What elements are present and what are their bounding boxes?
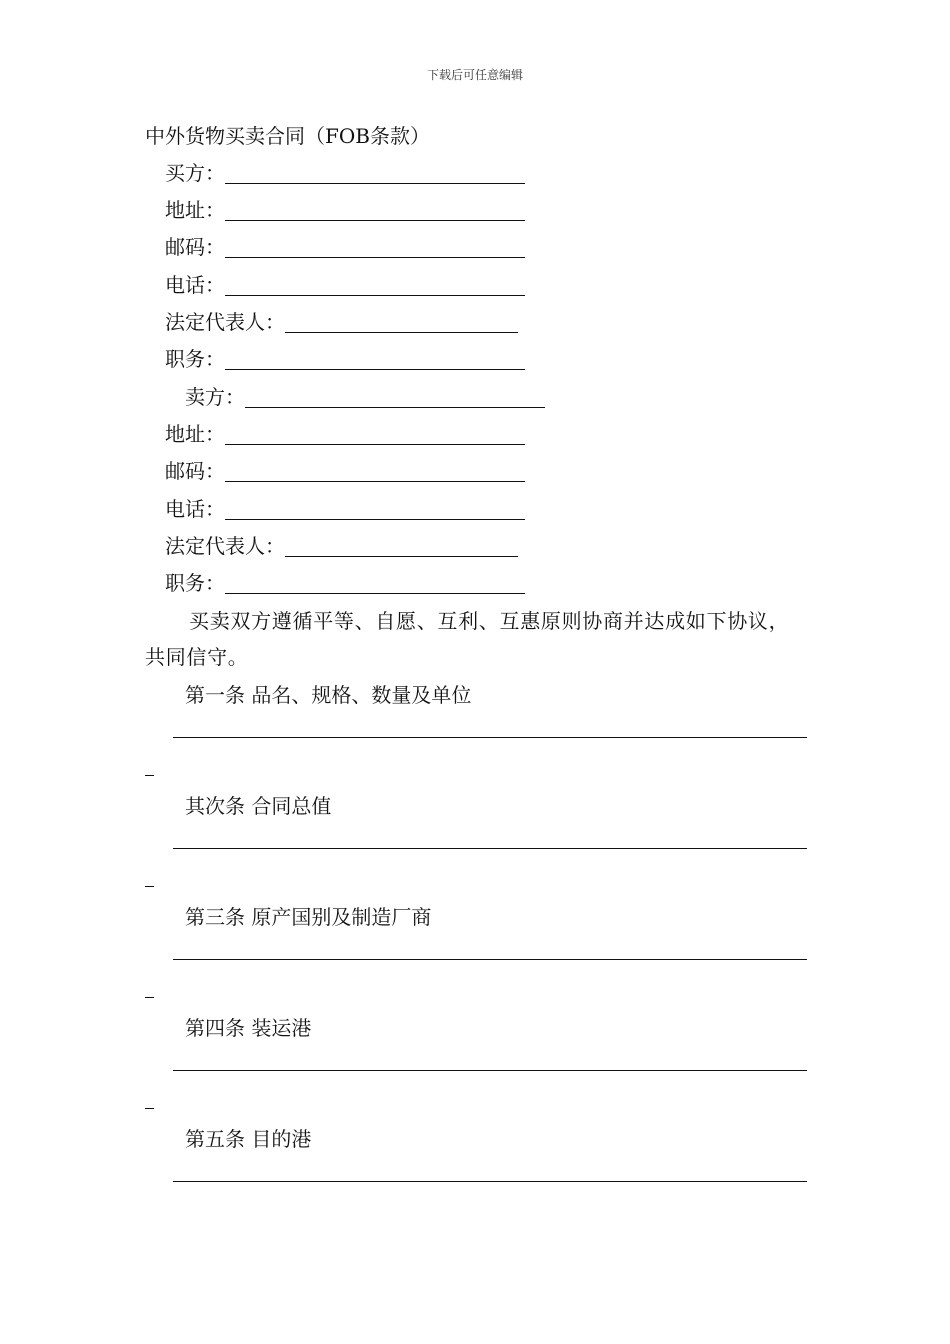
article-1-fill-dash [145,775,154,776]
seller-party-line [185,384,545,410]
buyer-postcode-label: 邮码： [165,235,225,259]
article-3-heading: 第三条 原产国别及制造厂商 [185,905,432,929]
seller-legal-rep-label: 法定代表人： [165,534,285,558]
buyer-phone-blank [225,275,525,296]
buyer-legal-rep-line [165,309,518,335]
article-2-heading: 其次条 合同总值 [185,794,332,818]
buyer-party-blank [225,163,525,184]
article-1-heading: 第一条 品名、规格、数量及单位 [185,683,472,707]
buyer-phone-label: 电话： [165,273,225,297]
buyer-party-line [165,160,525,186]
buyer-postcode-blank [225,237,525,258]
buyer-address-line [165,197,525,223]
contract-title: 中外货物买卖合同（FOB条款） [145,124,430,148]
buyer-postcode-line [165,234,525,260]
article-4-fill-dash [145,1108,154,1109]
seller-postcode-blank [225,461,525,482]
header-note: 下载后可任意编辑 [426,68,523,82]
article-3-fill-rule [173,959,807,960]
buyer-address-blank [225,200,525,221]
seller-address-line [165,421,525,447]
article-4-fill-rule [173,1070,807,1071]
buyer-position-blank [225,349,525,370]
seller-address-label: 地址： [165,422,225,446]
article-5-heading: 第五条 目的港 [185,1127,312,1151]
seller-position-line [165,570,525,596]
article-2-fill-dash [145,886,154,887]
article-1-fill-rule [173,737,807,738]
seller-postcode-line [165,458,525,484]
article-5-fill-rule [173,1181,807,1182]
seller-legal-rep-blank [285,536,518,557]
preamble-paragraph: 买卖双方遵循平等、自愿、互利、互惠原则协商并达成如下协议，共同信守。 [145,609,790,669]
seller-position-label: 职务： [165,571,225,595]
buyer-position-line [165,346,525,372]
seller-position-blank [225,573,525,594]
seller-party-label: 卖方： [185,385,245,409]
buyer-legal-rep-label: 法定代表人： [165,310,285,334]
buyer-address-label: 地址： [165,198,225,222]
article-4-heading: 第四条 装运港 [185,1016,312,1040]
seller-legal-rep-line [165,533,518,559]
seller-postcode-label: 邮码： [165,459,225,483]
article-2-fill-rule [173,848,807,849]
buyer-phone-line [165,272,525,298]
seller-address-blank [225,424,525,445]
seller-phone-line [165,496,525,522]
buyer-party-label: 买方： [165,161,225,185]
buyer-position-label: 职务： [165,347,225,371]
buyer-legal-rep-blank [285,312,518,333]
seller-phone-label: 电话： [165,497,225,521]
seller-phone-blank [225,499,525,520]
seller-party-blank [245,387,545,408]
article-3-fill-dash [145,997,154,998]
